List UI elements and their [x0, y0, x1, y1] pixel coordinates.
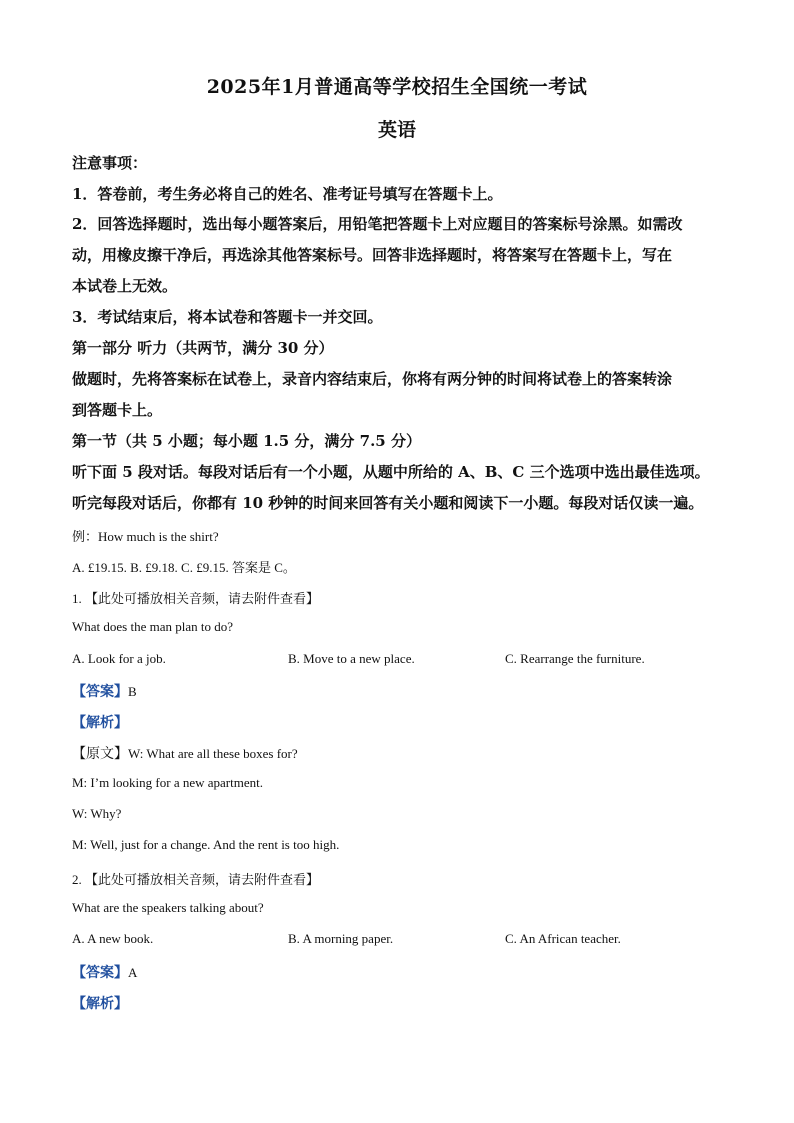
q1-answer: B — [128, 684, 137, 699]
q1-option-b: B. Move to a new place. — [288, 651, 415, 666]
notice-item-2-line-2: 动，用橡皮擦干净后，再选涂其他答案标号。回答非选择题时，将答案写在答题卡上，写在 — [72, 246, 673, 264]
notice-item-2-line-3: 本试卷上无效。 — [72, 277, 178, 295]
example-options: A. £19.15. B. £9.18. C. £9.15. 答案是 C。 — [72, 560, 296, 575]
section1-heading: 第一节（共 5 小题；每小题 1.5 分，满分 7.5 分） — [72, 432, 421, 450]
q1-audio-prompt[interactable]: 1. 【此处可播放相关音频，请去附件查看】 — [72, 591, 320, 606]
q1-option-c: C. Rearrange the furniture. — [505, 651, 645, 666]
section1-instruction-line-1: 听下面 5 段对话。每段对话后有一个小题，从题中所给的 A、B、C 三个选项中选出最佳选项。 — [72, 463, 710, 481]
q2-option-c: C. An African teacher. — [505, 931, 621, 946]
notice-heading: 注意事项： — [72, 154, 148, 172]
exam-subject: 英语 — [377, 119, 416, 141]
q1-question: What does the man plan to do? — [72, 619, 234, 634]
part1-instruction-line-2: 到答题卡上。 — [72, 401, 163, 419]
q2-analysis-tag: 【解析】 — [72, 996, 128, 1012]
notice-item-2-line-1: 2．回答选择题时，选出每小题答案后，用铅笔把答题卡上对应题目的答案标号涂黑。如需改 — [72, 215, 683, 233]
q1-transcript-line-4: M: Well, just for a change. And the rent is too high. — [72, 837, 340, 852]
q2-question: What are the speakers talking about? — [72, 900, 264, 915]
q1-answer-tag: 【答案】 — [72, 684, 128, 700]
q1-transcript-line-3: W: Why? — [72, 806, 122, 821]
q1-transcript-line-1: W: What are all these boxes for? — [128, 746, 298, 761]
q1-option-a: A. Look for a job. — [72, 651, 166, 666]
q2-answer: A — [128, 965, 138, 980]
q1-analysis-tag: 【解析】 — [72, 715, 128, 731]
q2-answer-tag: 【答案】 — [72, 965, 128, 981]
q2-audio-prompt[interactable]: 2. 【此处可播放相关音频，请去附件查看】 — [72, 872, 320, 887]
q1-answer-row — [72, 681, 137, 701]
example-question: 例：How much is the shirt? — [72, 529, 219, 544]
q1-transcript-tag: 【原文】 — [72, 747, 128, 762]
q2-option-b: B. A morning paper. — [288, 931, 394, 946]
q1-transcript-row — [72, 743, 298, 763]
part1-heading: 第一部分 听力（共两节，满分 30 分） — [72, 339, 334, 357]
notice-item-1: 1．答卷前，考生务必将自己的姓名、准考证号填写在答题卡上。 — [72, 185, 503, 203]
exam-title: 2025年1月普通高等学校招生全国统一考试 — [206, 76, 588, 98]
section1-instruction-line-2: 听完每段对话后，你都有 10 秒钟的时间来回答有关小题和阅读下一小题。每段对话仅读一遍。 — [72, 494, 704, 512]
notice-item-3: 3．考试结束后，将本试卷和答题卡一并交回。 — [72, 308, 383, 326]
q1-transcript-line-2: M: I’m looking for a new apartment. — [72, 775, 263, 790]
q2-option-a: A. A new book. — [72, 931, 154, 946]
q2-answer-row — [72, 962, 137, 982]
part1-instruction-line-1: 做题时，先将答案标在试卷上，录音内容结束后，你将有两分钟的时间将试卷上的答案转涂 — [72, 370, 673, 388]
